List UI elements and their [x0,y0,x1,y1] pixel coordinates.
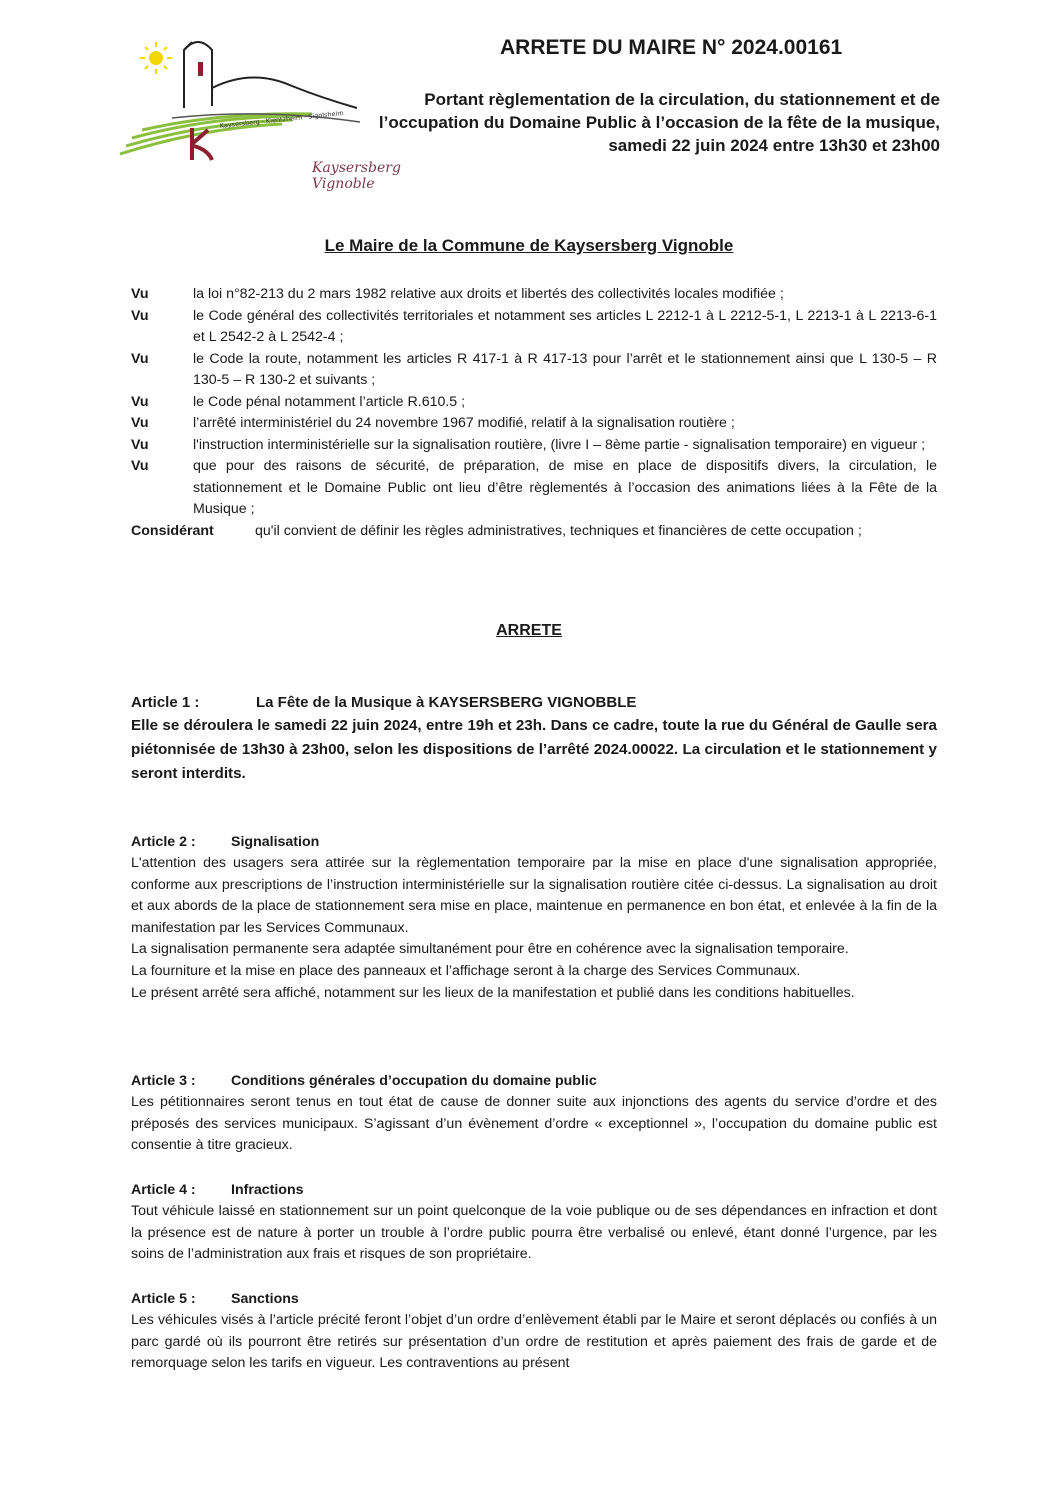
vu-label: Vu [131,307,149,324]
vu-item [131,413,937,435]
considerant-label: Considérant [131,522,214,539]
decree-subtitle: Portant règlementation de la circulation, du stationnement et de l’occupation du Domaine Public à l’occasion de la fête de la musique, samedi 22 juin 2024 entre 13h30 et 23h00 [378,90,940,155]
vu-label: Vu [131,350,149,367]
article-paragraph: Le présent arrêté sera affiché, notamment sur les lieux de la manifestation et publié dans les conditions habituelles. [131,984,855,1001]
article-title: Infractions [231,1182,304,1198]
decree-title: ARRETE DU MAIRE N° 2024.00161 [500,36,843,59]
article-5 [131,1289,937,1375]
commune-logo [112,28,401,192]
vu-item [131,456,937,521]
considerant-text: qu'il convient de définir les règles administratives, techniques et financières de cette occupation ; [255,522,862,539]
article-number: Article 4 : [131,1182,196,1198]
logo-ribbon-text: Kaysersberg · Kientzheim · Sigolsheim [219,109,345,130]
article-3 [131,1071,937,1157]
maire-title: Le Maire de la Commune de Kaysersberg Vignoble [324,236,734,255]
vu-text: le Code pénal notamment l’article R.610.5 ; [193,393,466,410]
article-number: Article 1 : [131,694,200,711]
sun-icon [140,42,172,74]
vu-item [131,284,937,306]
article-title: Signalisation [231,834,320,850]
vu-text: que pour des raisons de sécurité, de préparation, de mise en place de dispositifs divers, la circulation, le stationnement et le Domaine Public ont lieu d’être règlementés à l’occasion des animations liées à la Fête de la Musique ; [193,458,937,517]
article-number: Article 3 : [131,1073,196,1089]
vu-label: Vu [131,393,149,410]
article-title: La Fête de la Musique à KAYSERSBERG VIGNOBBLE [256,694,637,711]
vu-item [131,392,937,414]
tower-icon [184,42,357,108]
logo-graphic [112,28,370,178]
article-paragraph: Les pétitionnaires seront tenus en tout état de cause de donner suite aux injonctions des agents du service d’ordre et des préposés des services municipaux. S’agissant d’un évènement d’ordre « exceptionnel », l’occupation du domaine public est consentie à titre gracieux. [131,1094,937,1154]
vu-text: la loi n°82-213 du 2 mars 1982 relative aux droits et libertés des collectivités locales modifiée ; [193,286,784,302]
article-paragraph: La signalisation permanente sera adaptée simultanément pour être en cohérence avec la signalisation temporaire. [131,941,849,958]
considerant-item [131,521,937,543]
vu-list [131,284,937,542]
vu-text: l'instruction interministérielle sur la signalisation routière, (livre I – 8ème partie - signalisation temporaire) en vigueur ; [193,436,926,453]
article-body: Elle se déroulera le samedi 22 juin 2024, entre 19h et 23h. Dans ce cadre, toute la rue du Général de Gaulle sera piétonnisée de 13h30 à 23h00, selon les dispositions de l’arrêté 2024.00022. La circulation et le stationnement y seront interdits. [131,717,937,782]
article-number: Article 2 : [131,834,196,850]
article-title: Sanctions [231,1291,299,1307]
article-4 [131,1180,937,1266]
vu-text: l’arrêté interministériel du 24 novembre 1967 modifié, relatif à la signalisation routière ; [193,415,735,431]
logo-text: Kaysersberg Vignoble [312,160,401,192]
vu-text: le Code général des collectivités territoriales et notamment ses articles L 2212-1 à L 2212-5-1, L 2213-1 à L 2213-6-1 et L 2542-2 à L 2542-4 ; [193,307,937,345]
article-1 [131,692,937,786]
vu-label: Vu [131,436,149,453]
vu-label: Vu [131,415,149,431]
article-paragraph: L'attention des usagers sera attirée sur la règlementation temporaire par la mise en place d'une signalisation appropriée, conforme aux prescriptions de l’instruction interministérielle sur la signalisation routière citée ci-dessus. La signalisation au droit et aux abords de la place de stationnement sera mise en place, maintenue en permanence en bon état, et enlevée à la fin de la manifestation par les Services Communaux. [131,855,937,936]
arrete-title: ARRETE [496,622,562,639]
vu-text: le Code la route, notamment les articles R 417-1 à R 417-13 pour l’arrêt et le stationnement ainsi que L 130-5 – R 130-5 – R 130-2 et suivants ; [193,350,937,388]
vu-label: Vu [131,286,149,302]
vu-item [131,435,937,457]
article-number: Article 5 : [131,1291,196,1307]
vu-item [131,306,937,349]
vu-item [131,349,937,392]
article-paragraph: Les véhicules visés à l’article précité feront l’objet d’un ordre d’enlèvement établi par le Maire et seront déplacés ou confiés à un parc gardé où ils pourront être retirés sur présentation d’un ordre de restitution et après paiement des frais de garde et de remorquage selon les tarifs en vigueur. Les contraventions au présent [131,1312,937,1372]
article-paragraph: La fourniture et la mise en place des panneaux et l’affichage seront à la charge des Services Communaux. [131,962,801,979]
article-paragraph: Tout véhicule laissé en stationnement sur un point quelconque de la voie publique ou de ses dépendances en infraction et dont la présence est de nature à porter un trouble à l’ordre public pourra être verbalisé ou enlevé, étant donné l’urgence, par les soins de l’administration aux frais et risques de son propriétaire. [131,1203,937,1263]
article-title: Conditions générales d’occupation du domaine public [231,1073,597,1089]
vu-label: Vu [131,458,149,474]
article-2 [131,832,937,1004]
